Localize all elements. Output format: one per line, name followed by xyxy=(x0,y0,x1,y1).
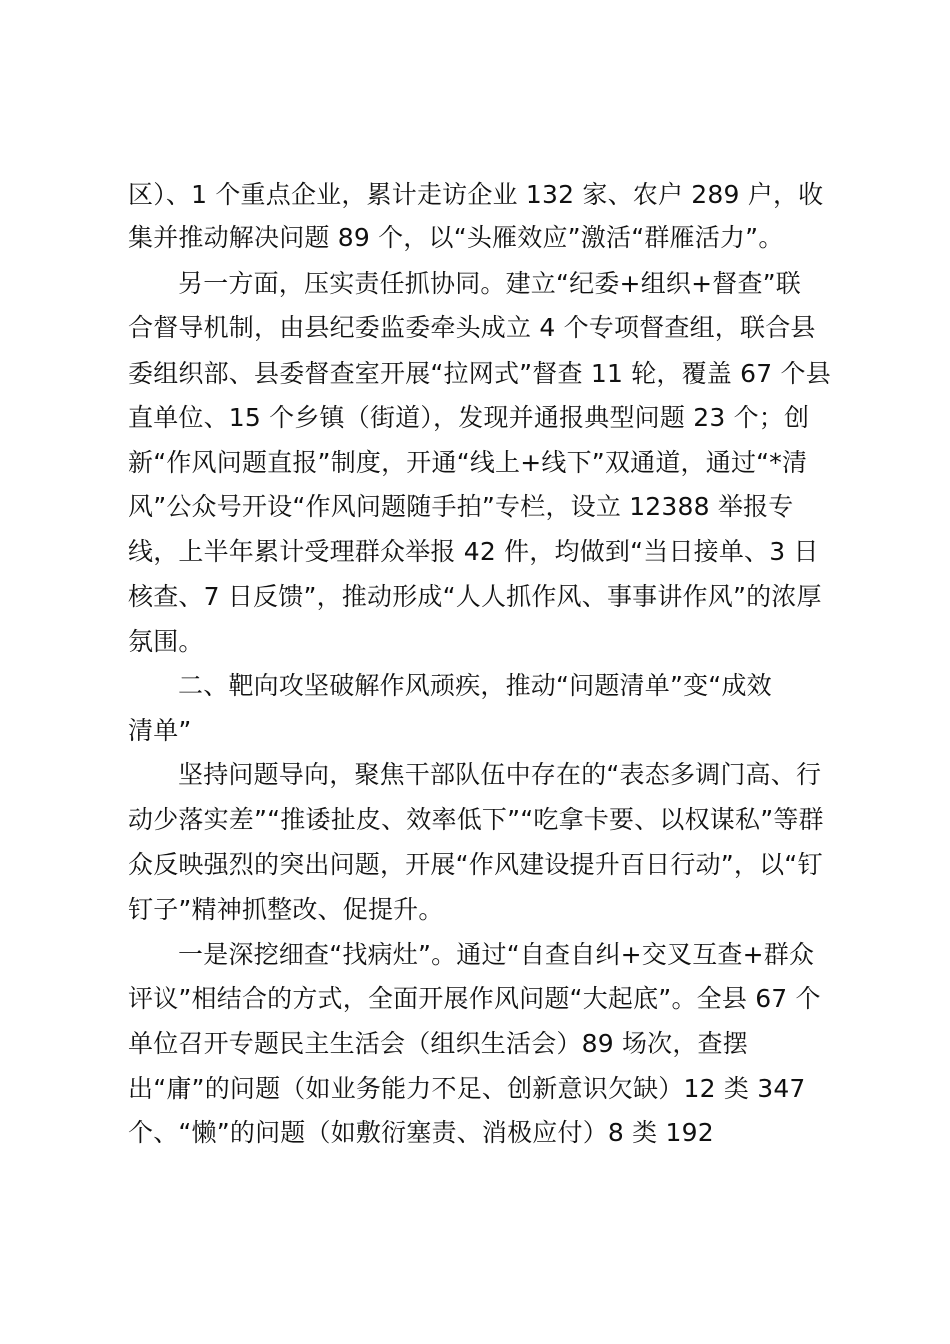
text-line-17: 钉子”精神抓整改、促提升。 xyxy=(128,895,444,924)
text-line-14: 坚持问题导向，聚焦干部队伍中存在的“表态多调门高、行 xyxy=(178,760,822,789)
text-line-6: 直单位、15 个乡镇（街道），发现并通报典型问题 23 个；创 xyxy=(128,403,810,432)
text-line-16: 众反映强烈的突出问题，开展“作风建设提升百日行动”，以“钉 xyxy=(128,850,823,879)
section-heading-line-2: 清单” xyxy=(128,716,192,745)
text-line-3: 另一方面，压实责任抓协同。建立“纪委+组织+督查”联 xyxy=(178,269,801,298)
text-line-19: 评议”相结合的方式，全面开展作风问题“大起底”。全县 67 个 xyxy=(128,984,821,1013)
text-line-21: 出“庸”的问题（如业务能力不足、创新意识欠缺）12 类 347 xyxy=(128,1074,806,1103)
text-line-18: 一是深挖细查“找病灶”。通过“自查自纠+交叉互查+群众 xyxy=(178,940,815,969)
text-line-4: 合督导机制，由县纪委监委牵头成立 4 个专项督查组，联合县 xyxy=(128,313,816,342)
text-line-1: 区）、1 个重点企业，累计走访企业 132 家、农户 289 户，收 xyxy=(128,180,824,209)
text-line-15: 动少落实差”“推诿扯皮、效率低下”“吃拿卡要、以权谋私”等群 xyxy=(128,805,824,834)
text-line-11: 氛围。 xyxy=(128,627,204,656)
text-line-5: 委组织部、县委督查室开展“拉网式”督查 11 轮，覆盖 67 个县 xyxy=(128,359,831,388)
text-line-2: 集并推动解决问题 89 个，以“头雁效应”激活“群雁活力”。 xyxy=(128,223,784,252)
text-line-9: 线，上半年累计受理群众举报 42 件，均做到“当日接单、3 日 xyxy=(128,537,819,566)
section-heading-line-1: 二、靶向攻坚破解作风顽疾，推动“问题清单”变“成效 xyxy=(178,671,772,700)
text-line-22: 个、“懒”的问题（如敷衍塞责、消极应付）8 类 192 xyxy=(128,1118,714,1147)
text-line-7: 新“作风问题直报”制度，开通“线上+线下”双通道，通过“*清 xyxy=(128,448,808,477)
text-line-20: 单位召开专题民主生活会（组织生活会）89 场次，查摆 xyxy=(128,1029,748,1058)
text-line-8: 风”公众号开设“作风问题随手拍”专栏，设立 12388 举报专 xyxy=(128,492,794,521)
text-line-10: 核查、7 日反馈”，推动形成“人人抓作风、事事讲作风”的浓厚 xyxy=(128,582,822,611)
